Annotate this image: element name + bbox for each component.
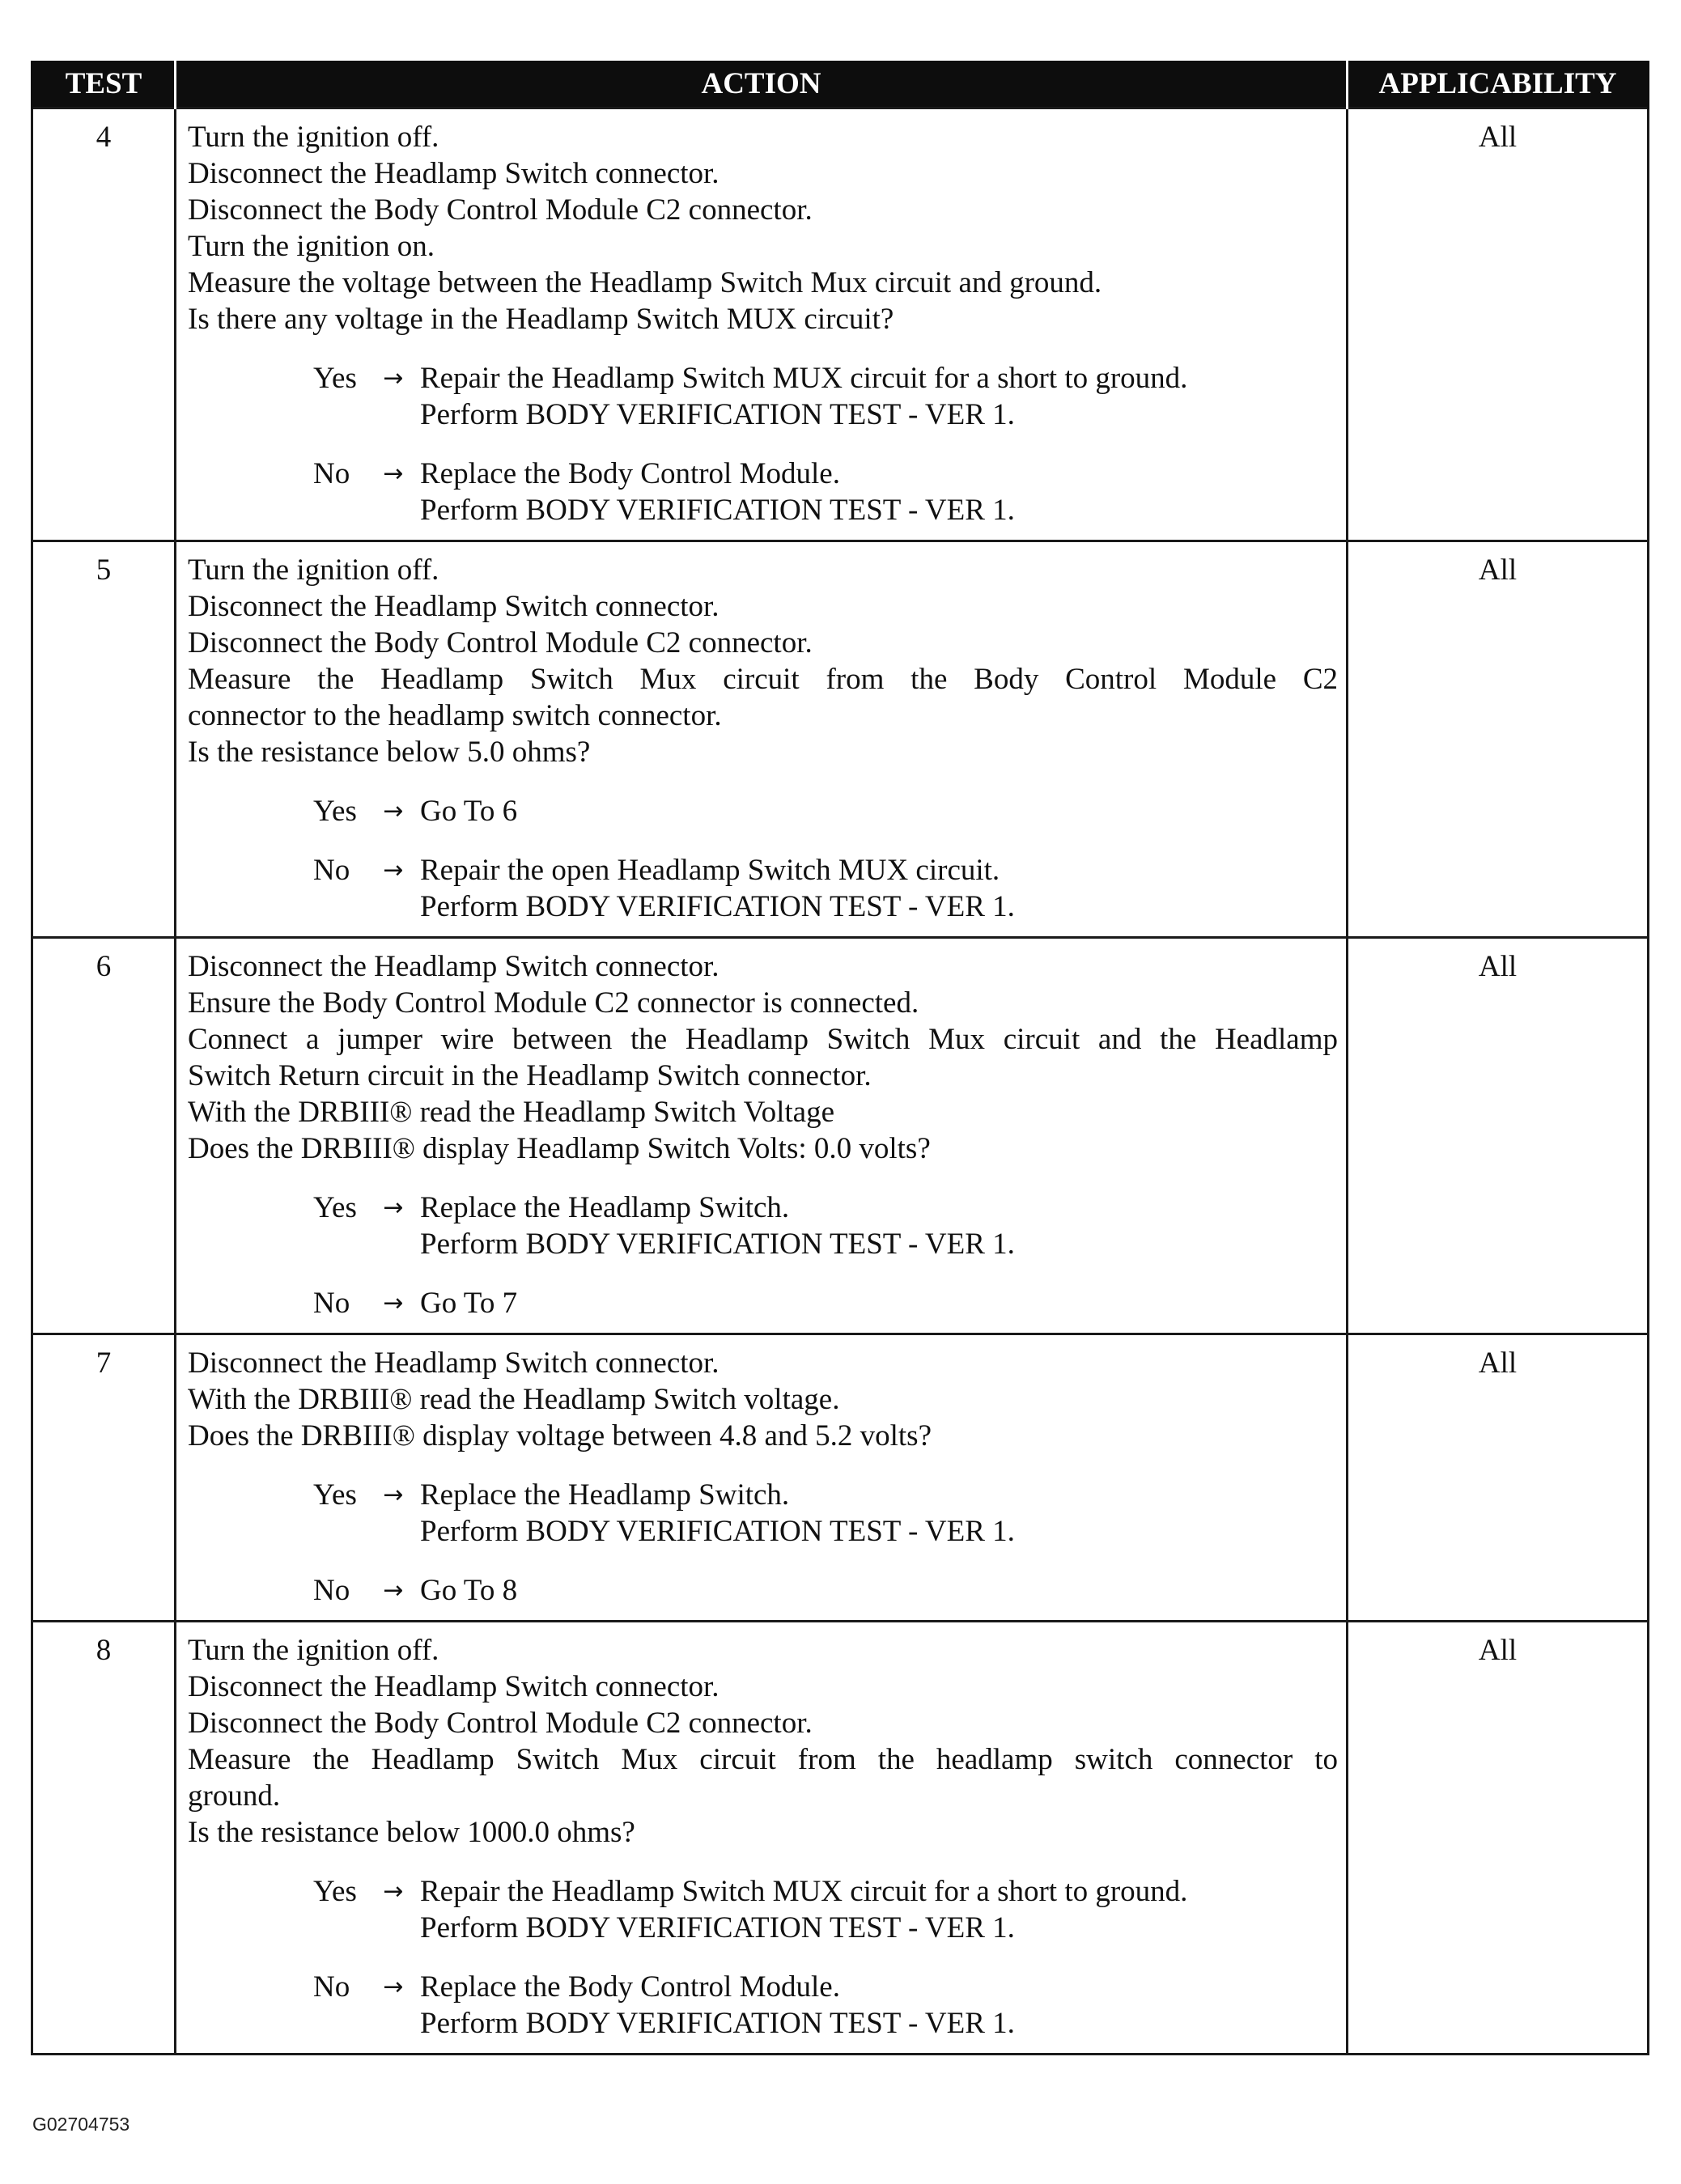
applicability-value: All (1348, 938, 1649, 1334)
action-step: Switch Return circuit in the Headlamp Switch connector. (188, 1059, 872, 1092)
arrow-right-icon: → (383, 1877, 404, 1906)
outcome-response-line: Replace the Headlamp Switch. (420, 1191, 790, 1224)
outcome-yes (188, 1477, 1338, 1550)
outcome-answer: No (313, 1574, 350, 1607)
action-step: ground. (188, 1779, 281, 1813)
arrow-right-icon: → (383, 364, 404, 392)
outcome-response (420, 1477, 1338, 1550)
outcome-response (420, 456, 1338, 528)
action-step: Does the DRBIII® display Headlamp Switch Volts: 0.0 volts? (188, 1132, 931, 1165)
diagnostic-test-table (31, 61, 1649, 2055)
action-step: Does the DRBIII® display voltage between 4.8 and 5.2 volts? (188, 1419, 932, 1452)
action-step: Disconnect the Body Control Module C2 connector. (188, 1707, 813, 1740)
applicability-value: All (1348, 541, 1649, 938)
header-action: ACTION (176, 61, 1348, 108)
test-number: 7 (32, 1334, 176, 1622)
outcome-response-line: Perform BODY VERIFICATION TEST - VER 1. (420, 890, 1015, 923)
outcome-response-line: Repair the Headlamp Switch MUX circuit for a short to ground. (420, 1875, 1188, 1908)
table-row (32, 108, 1649, 541)
action-step: Disconnect the Headlamp Switch connector. (188, 1670, 720, 1703)
arrow-right-icon: → (383, 1576, 404, 1605)
action-step: connector to the headlamp switch connector. (188, 699, 722, 732)
action-step: Is the resistance below 1000.0 ohms? (188, 1816, 635, 1849)
action-step: Turn the ignition off. (188, 121, 439, 154)
arrow-right-icon: → (383, 856, 404, 884)
action-step: Disconnect the Headlamp Switch connector. (188, 157, 720, 190)
outcome-response-line: Repair the Headlamp Switch MUX circuit for a short to ground. (420, 362, 1188, 395)
outcome-answer: No (313, 457, 350, 490)
arrow-right-icon: → (383, 1194, 404, 1222)
arrow-right-icon: → (383, 1289, 404, 1317)
table-row (32, 541, 1649, 938)
outcome-yes (188, 360, 1338, 433)
outcome-response-line: Replace the Body Control Module. (420, 457, 840, 490)
action-step: Connect a jumper wire between the Headlamp Switch Mux circuit and the Headlamp (188, 1023, 1338, 1056)
action-step: Is there any voltage in the Headlamp Switch MUX circuit? (188, 303, 894, 336)
outcome-answer: Yes (313, 362, 357, 395)
outcome-answer: No (313, 1970, 350, 2004)
arrow-right-icon: → (383, 460, 404, 488)
arrow-right-icon: → (383, 1481, 404, 1509)
applicability-value: All (1348, 1622, 1649, 2055)
outcome-response-line: Perform BODY VERIFICATION TEST - VER 1. (420, 1515, 1015, 1548)
outcome-response-line: Perform BODY VERIFICATION TEST - VER 1. (420, 2007, 1015, 2040)
outcome-response (420, 1572, 1338, 1609)
outcome-no (188, 1572, 1338, 1609)
outcome-response-line: Go To 7 (420, 1287, 518, 1320)
outcome-yes (188, 1190, 1338, 1262)
outcome-response (420, 1873, 1338, 1946)
outcome-response-line: Repair the open Headlamp Switch MUX circuit. (420, 854, 1000, 887)
outcome-response (420, 1285, 1338, 1321)
action-cell (176, 1622, 1348, 2055)
action-cell (176, 938, 1348, 1334)
action-step: Disconnect the Headlamp Switch connector. (188, 1346, 720, 1380)
action-step: Turn the ignition on. (188, 230, 435, 263)
test-number: 5 (32, 541, 176, 938)
action-step: Turn the ignition off. (188, 1634, 439, 1667)
outcome-response-line: Perform BODY VERIFICATION TEST - VER 1. (420, 1911, 1015, 1944)
table-body (32, 108, 1649, 2055)
action-step: Measure the Headlamp Switch Mux circuit from the headlamp switch connector to (188, 1743, 1338, 1776)
table-row (32, 938, 1649, 1334)
action-cell (176, 108, 1348, 541)
action-cell (176, 1334, 1348, 1622)
outcome-response-line: Perform BODY VERIFICATION TEST - VER 1. (420, 398, 1015, 431)
action-step: Disconnect the Headlamp Switch connector. (188, 590, 720, 623)
outcome-response-line: Perform BODY VERIFICATION TEST - VER 1. (420, 494, 1015, 527)
outcome-response-line: Perform BODY VERIFICATION TEST - VER 1. (420, 1228, 1015, 1261)
outcome-response (420, 1190, 1338, 1262)
action-step: Is the resistance below 5.0 ohms? (188, 736, 591, 769)
action-cell (176, 541, 1348, 938)
outcome-response-line: Go To 8 (420, 1574, 518, 1607)
outcome-response-line: Go To 6 (420, 795, 518, 828)
outcome-no (188, 456, 1338, 528)
test-number: 4 (32, 108, 176, 541)
outcome-answer: Yes (313, 1191, 357, 1224)
header-applicability: APPLICABILITY (1348, 61, 1649, 108)
outcome-no (188, 852, 1338, 925)
test-number: 8 (32, 1622, 176, 2055)
outcome-yes (188, 793, 1338, 829)
table-row (32, 1334, 1649, 1622)
outcome-no (188, 1285, 1338, 1321)
outcome-answer: No (313, 1287, 350, 1320)
outcome-response (420, 360, 1338, 433)
action-step: Ensure the Body Control Module C2 connector is connected. (188, 986, 919, 1020)
action-step: Measure the Headlamp Switch Mux circuit from the Body Control Module C2 (188, 663, 1338, 696)
outcome-response (420, 852, 1338, 925)
outcome-answer: Yes (313, 1875, 357, 1908)
applicability-value: All (1348, 1334, 1649, 1622)
table-row (32, 1622, 1649, 2055)
outcome-response-line: Replace the Body Control Module. (420, 1970, 840, 2004)
arrow-right-icon: → (383, 1973, 404, 2001)
outcome-yes (188, 1873, 1338, 1946)
table-header-row (32, 61, 1649, 108)
outcome-response (420, 1969, 1338, 2042)
action-step: Turn the ignition off. (188, 553, 439, 587)
figure-code: G02704753 (32, 2114, 130, 2135)
action-step: Measure the voltage between the Headlamp Switch Mux circuit and ground. (188, 266, 1102, 299)
action-step: With the DRBIII® read the Headlamp Switch voltage. (188, 1383, 840, 1416)
header-test: TEST (32, 61, 176, 108)
outcome-no (188, 1969, 1338, 2042)
applicability-value: All (1348, 108, 1649, 541)
outcome-response (420, 793, 1338, 829)
action-step: With the DRBIII® read the Headlamp Switch Voltage (188, 1096, 834, 1129)
action-step: Disconnect the Body Control Module C2 connector. (188, 193, 813, 227)
outcome-response-line: Replace the Headlamp Switch. (420, 1478, 790, 1512)
test-number: 6 (32, 938, 176, 1334)
outcome-answer: No (313, 854, 350, 887)
arrow-right-icon: → (383, 797, 404, 825)
action-step: Disconnect the Headlamp Switch connector. (188, 950, 720, 983)
action-step: Disconnect the Body Control Module C2 connector. (188, 626, 813, 659)
outcome-answer: Yes (313, 1478, 357, 1512)
outcome-answer: Yes (313, 795, 357, 828)
